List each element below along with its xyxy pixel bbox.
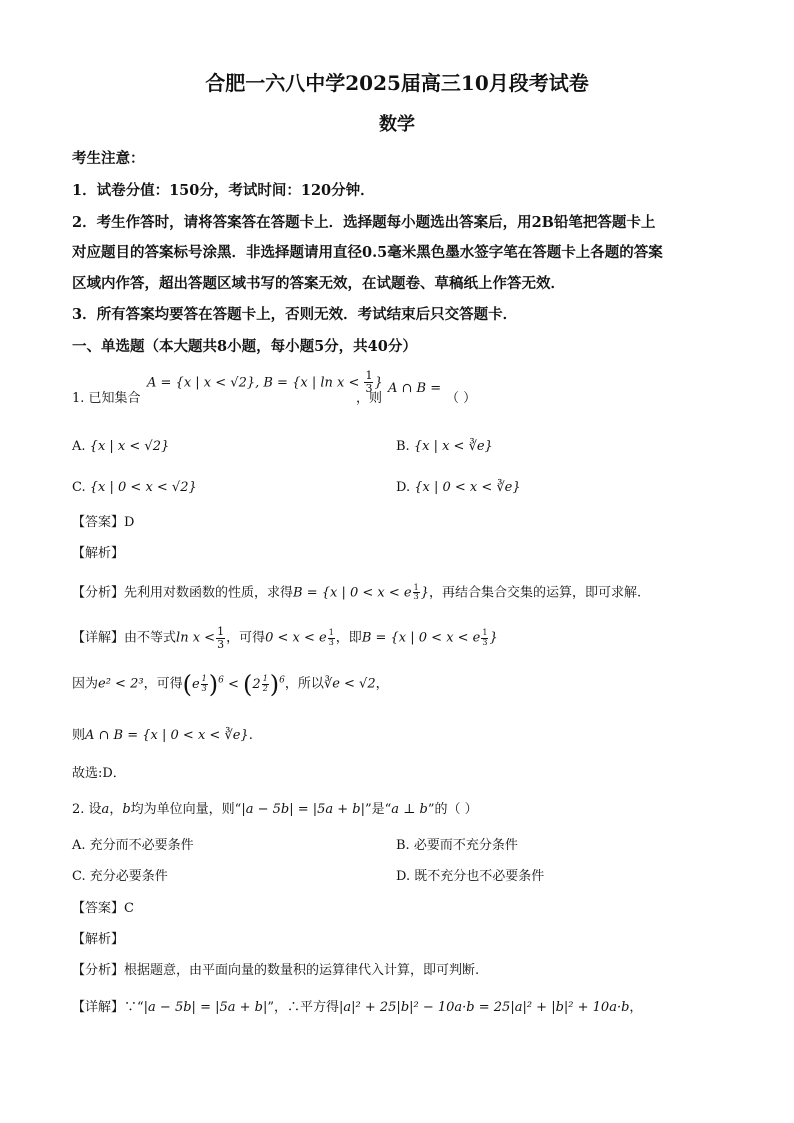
q1-fenxi-exp-den: 3 <box>413 592 419 602</box>
q1-option-a <box>72 440 169 453</box>
q2-xiangjie-tag: 【详解】 <box>72 1000 125 1015</box>
q1-set-b-num: 1 <box>365 369 373 382</box>
q1-option-a-label: A. <box>72 439 86 454</box>
q1-xj2-e-exp-den: 3 <box>201 683 207 693</box>
q1-xj3-math: A ∩ B = {x | 0 < x < ∛e} <box>85 728 249 743</box>
q1-xj3-text-1: 则 <box>72 728 86 743</box>
q1-set-b-prefix: , B = {x | ln x < <box>255 375 364 391</box>
q1-xj1-close: } <box>489 630 498 646</box>
q2-xj-text-3: ， <box>629 1000 643 1015</box>
q2-vector-b: b <box>122 802 131 817</box>
q2-answer-value: C <box>124 901 134 916</box>
q2-option-c <box>72 870 168 883</box>
q2-answer-tag: 【答案】 <box>72 901 125 916</box>
q1-xiangjie-3: 则A ∩ B = {x | 0 < x < ∛e}. <box>72 728 253 743</box>
q2-option-b-text: 必要而不充分条件 <box>413 838 518 853</box>
q1-conclusion: 故选:D． <box>72 766 126 781</box>
q2-option-a <box>72 839 194 852</box>
q2-condition-1: |a − 5b| = |5a + b| <box>241 802 365 817</box>
q2-option-b-label: B. <box>396 838 410 853</box>
q1-ask-expr: A ∩ B = <box>388 381 442 396</box>
q1-fenxi-close: } <box>420 585 429 601</box>
q2-fenxi-text: 根据题意，由平面向量的数量积的运算律代入计算，即可判断. <box>124 963 480 978</box>
q1-xj1-text-3: ，即 <box>335 630 362 646</box>
section-heading: 一、单选题（本大题共8小题，每小题5分，共40分） <box>72 338 417 355</box>
q1-sets <box>147 370 383 394</box>
q1-fenxi-exponent <box>413 584 420 602</box>
q2-stem <box>72 803 478 816</box>
q1-xiangjie-tag: 【详解】 <box>72 630 125 646</box>
q1-answer-value: D <box>124 515 135 530</box>
q2-xj-text-2: ”，∴平方得 <box>267 1000 340 1015</box>
q1-set-b-suffix: } <box>374 375 383 391</box>
q1-xiangjie-1 <box>72 626 498 650</box>
notice-item-3: 3．所有答案均要答在答题卡上，否则无效．考试结束后只交答题卡． <box>72 306 518 323</box>
q1-xj1-exp2-den: 3 <box>482 637 488 647</box>
q1-ask <box>356 392 382 405</box>
q1-option-c <box>72 481 197 494</box>
q1-fenxi-math: B = {x | 0 < x < e <box>293 585 412 601</box>
q1-xj1-exp1-num: 1 <box>328 628 334 638</box>
notice-item-2-line-3: 区域内作答，超出答题区域书写的答案无效，在试题卷、草稿纸上作答无效． <box>72 275 565 292</box>
q1-answer <box>72 516 134 529</box>
q2-stem-prefix: 2. 设 <box>72 802 102 817</box>
q1-xj1-exponent-2 <box>481 629 488 647</box>
q1-xj1-frac-num: 1 <box>217 625 225 638</box>
q1-answer-tag: 【答案】 <box>72 515 125 530</box>
q1-fenxi-exp-num: 1 <box>413 583 419 592</box>
notice-item-1: 1．试卷分值：150分，考试时间：120分钟． <box>72 182 375 199</box>
q2-vector-a: a <box>101 802 110 817</box>
q1-xj1-fraction <box>216 626 225 650</box>
q1-xj2-e-exp-num: 1 <box>201 674 207 684</box>
q1-option-d <box>396 481 521 494</box>
q1-paren: （ ） <box>446 391 477 406</box>
notice-item-2-line-2: 对应题目的答案标号涂黑．非选择题请用直径0.5毫米黑色墨水签字笔在答题卡上各题的答案 <box>72 244 663 261</box>
q2-option-c-label: C. <box>72 869 86 884</box>
q1-analysis-tag: 【解析】 <box>72 546 125 561</box>
q1-option-c-label: C. <box>72 480 86 495</box>
q1-option-a-text: {x | x < √2} <box>89 439 170 454</box>
q1-xj1-exp2-num: 1 <box>482 628 488 638</box>
q1-fenxi-text-1: 先利用对数函数的性质，求得 <box>124 585 294 601</box>
q1-xj2-text-1: 因为 <box>72 676 99 692</box>
q1-set-a: A = {x | x < √2} <box>147 375 256 391</box>
q1-fenxi-tag: 【分析】 <box>72 585 125 601</box>
q1-xj1-exp1-den: 3 <box>328 637 334 647</box>
page-title: 合肥一六八中学2025届高三10月段考试卷 <box>205 71 589 95</box>
q1-xj1-exponent-1 <box>328 629 335 647</box>
q1-option-b-text: {x | x < ∛e} <box>413 439 493 454</box>
q2-analysis-tag: 【解析】 <box>72 932 125 947</box>
q2-option-a-text: 充分而不必要条件 <box>89 838 194 853</box>
q1-xj1-text-2: ，可得 <box>226 630 266 646</box>
q2-option-d-text: 既不充分也不必要条件 <box>414 869 545 884</box>
q1-option-d-text: {x | 0 < x < ∛e} <box>414 480 521 495</box>
q2-option-b <box>396 839 518 852</box>
q2-stem-mid: 均为单位向量，则“ <box>130 802 242 817</box>
q1-xj2-math-2: ∛e < √2 <box>323 676 376 692</box>
q1-fenxi-text-2: ，再结合集合交集的运算，即可求解. <box>428 585 642 601</box>
q2-fenxi <box>72 964 479 977</box>
q2-condition-2: a ⊥ b <box>391 802 428 817</box>
notice-heading: 考生注意： <box>72 150 145 167</box>
q1-xiangjie-2: 因为e² < 2³，可得(e $\frac{1}{3}$ )$^6$ < (2 $\frac{1}{2}$ )$^6$，所以∛e < √2， <box>72 670 389 698</box>
q1-xj2-text-2: ，可得 <box>143 676 183 692</box>
q2-xj-math-1: |a − 5b| = |5a + b| <box>143 1000 268 1015</box>
q1-stem-suffix: ，则 <box>356 391 383 406</box>
q1-xj2-powers: (e $\frac{1}{3}$ )$^6$ < (2 $\frac{1}{2}$ )$^6$ <box>182 670 285 698</box>
q2-option-c-text: 充分必要条件 <box>89 869 168 884</box>
q2-option-a-label: A. <box>72 838 86 853</box>
q1-xj1-frac-den: 3 <box>217 637 225 651</box>
q1-stem-prefix: 1. 已知集合 <box>72 391 141 406</box>
q2-stem-suffix: ”的（ ） <box>427 802 478 817</box>
q1-xj1-math-1: ln x < <box>176 630 216 646</box>
q2-xiangjie <box>72 1001 642 1014</box>
q1-xj2-text-3: ，所以 <box>284 676 324 692</box>
q2-option-d-label: D. <box>396 869 411 884</box>
subject-title: 数学 <box>379 114 415 135</box>
q1-set-b-den: 3 <box>365 381 373 395</box>
q1-stem <box>72 392 141 405</box>
q1-xj1-math-2: 0 < x < e <box>265 630 327 646</box>
q1-xj2-math-1: e² < 2³ <box>98 676 144 692</box>
q1-option-c-text: {x | 0 < x < √2} <box>89 480 197 495</box>
q1-xj1-math-3: B = {x | 0 < x < e <box>361 630 481 646</box>
q1-fenxi <box>72 584 641 602</box>
q2-xj-math-2: |a|² + 25|b|² − 10a·b = 25|a|² + |b|² + 10a·b <box>339 1000 630 1015</box>
q1-option-b <box>396 440 493 453</box>
q1-option-b-label: B. <box>396 439 410 454</box>
q2-stem-mid-2: ”是“ <box>365 802 392 817</box>
q2-option-d <box>396 870 544 883</box>
q2-fenxi-tag: 【分析】 <box>72 963 125 978</box>
q1-xj1-text-1: 由不等式 <box>124 630 177 646</box>
q2-answer <box>72 902 134 915</box>
q1-option-d-label: D. <box>396 480 411 495</box>
q2-separator: ， <box>109 802 123 817</box>
q1-xj2-2-exp-num: 1 <box>262 674 268 684</box>
q2-xj-text-1: ∵“ <box>124 1000 144 1015</box>
notice-item-2-line-1: 2．考生作答时，请将答案答在答题卡上．选择题每小题选出答案后，用2B铅笔把答题卡上 <box>72 214 656 231</box>
